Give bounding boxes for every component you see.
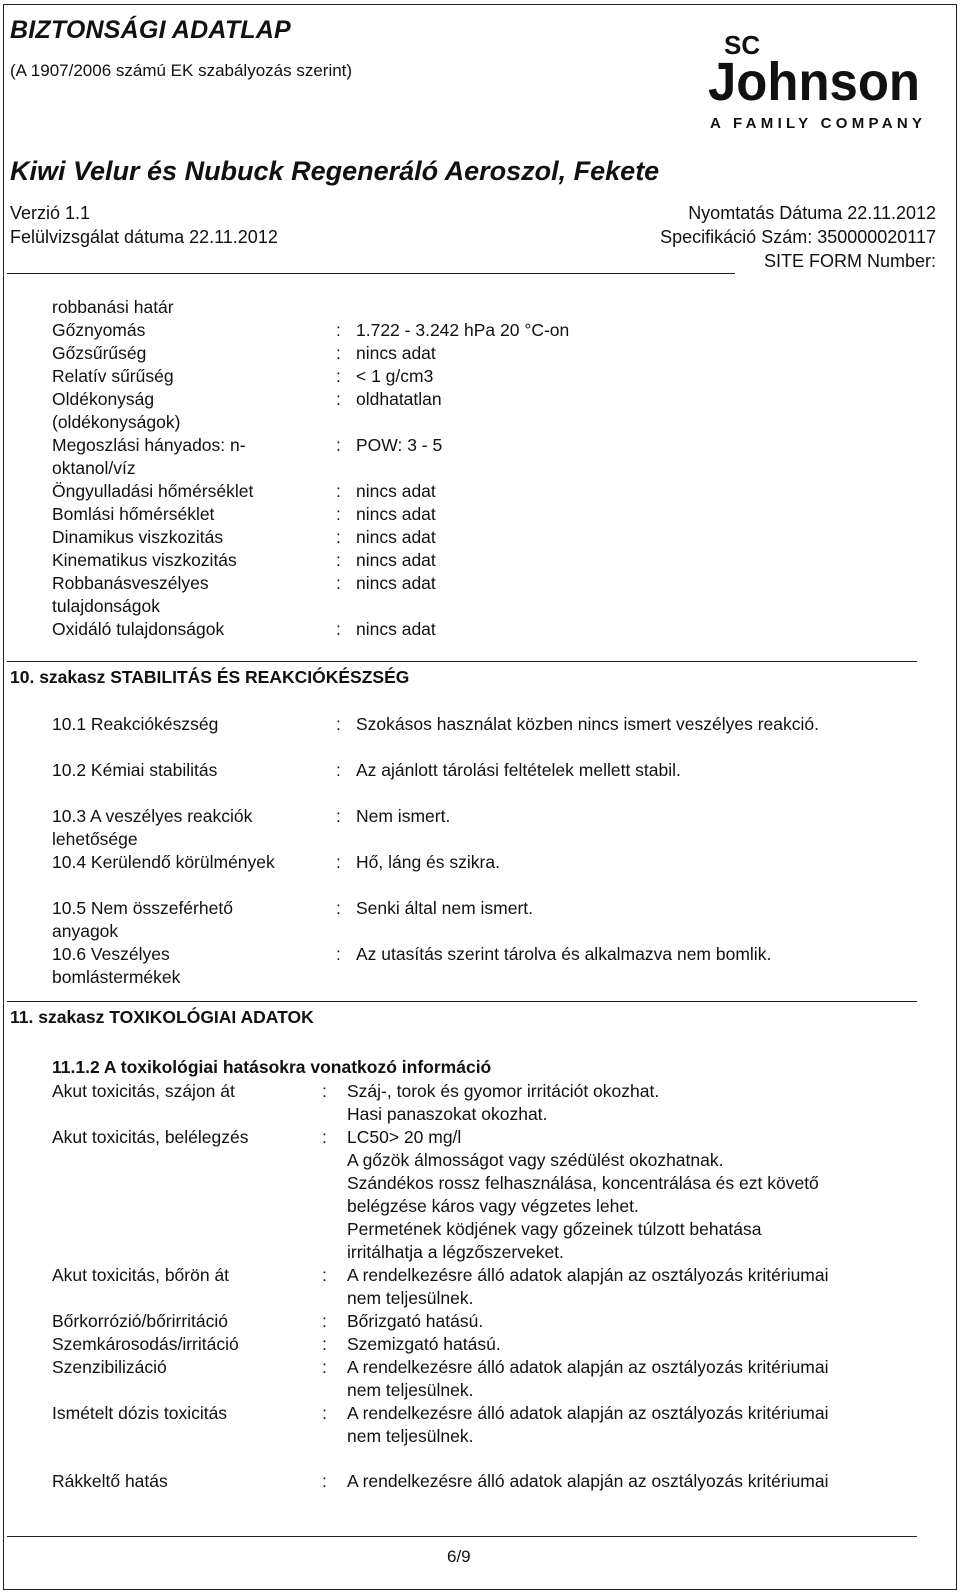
separator-colon: :	[336, 504, 341, 524]
separator-colon: :	[336, 343, 341, 363]
separator-colon: :	[336, 435, 341, 455]
tox-value	[347, 1264, 829, 1310]
separator-colon: :	[322, 1357, 327, 1377]
print-date: Nyomtatás Dátuma 22.11.2012	[688, 203, 936, 223]
property-label: Dinamikus viszkozitás	[52, 527, 224, 547]
tox-value	[347, 1310, 483, 1333]
separator-colon: :	[336, 550, 341, 570]
separator-colon: :	[336, 619, 341, 639]
property-value: nincs adat	[356, 550, 436, 570]
site-form-number: SITE FORM Number:	[763, 251, 936, 271]
tox-value	[347, 1470, 829, 1493]
property-label: Gőzsűrűség	[52, 343, 147, 363]
separator-colon: :	[322, 1265, 327, 1285]
separator-colon: :	[336, 481, 341, 501]
s10-label: 10.4 Kerülendő körülmények	[52, 852, 275, 872]
separator-colon: :	[322, 1403, 327, 1423]
tox-value-line: A gőzök álmosságot vagy szédülést okozhatnak.	[347, 1150, 724, 1170]
svg-text:A FAMILY COMPANY: A FAMILY COMPANY	[710, 115, 922, 132]
tox-value	[347, 1126, 819, 1264]
regulation-note: (A 1907/2006 számú EK szabályozás szerint)	[10, 61, 353, 80]
property-value: POW: 3 - 5	[356, 435, 443, 455]
separator-colon: :	[322, 1311, 327, 1331]
document-page	[3, 4, 957, 1590]
property-label: Kinematikus viszkozitás	[52, 550, 237, 570]
property-value: nincs adat	[356, 619, 436, 639]
section-11-heading: 11. szakasz TOXIKOLÓGIAI ADATOK	[10, 1007, 314, 1027]
property-value: 1.722 - 3.242 hPa 20 °C-on	[356, 320, 570, 340]
tox-value-line: A rendelkezésre álló adatok alapján az osztályozás kritériumai	[347, 1265, 829, 1285]
property-label: Oldékonyság (oldékonyságok)	[52, 389, 181, 432]
separator-colon: :	[322, 1127, 327, 1147]
spec-number: Specifikáció Szám: 350000020117	[660, 227, 936, 247]
separator-colon: :	[336, 366, 341, 386]
separator-colon: :	[336, 527, 341, 547]
tox-value	[347, 1080, 659, 1126]
tox-value	[347, 1356, 829, 1402]
s10-value: Az ajánlott tárolási feltételek mellett stabil.	[356, 760, 681, 780]
property-value: nincs adat	[356, 481, 436, 501]
sc-johnson-logo	[706, 28, 941, 138]
header-divider	[7, 273, 735, 274]
section-10-divider	[7, 661, 917, 662]
tox-value-line: Hasi panaszokat okozhat.	[347, 1104, 548, 1124]
tox-value-line: nem teljesülnek.	[347, 1288, 474, 1308]
separator-colon: :	[336, 806, 341, 826]
tox-value-line: irritálhatja a légzőszerveket.	[347, 1242, 564, 1262]
property-value: < 1 g/cm3	[356, 366, 434, 386]
tox-value-line: A rendelkezésre álló adatok alapján az osztályozás kritériumai	[347, 1357, 829, 1377]
property-label: Bomlási hőmérséklet	[52, 504, 215, 524]
separator-colon: :	[322, 1081, 327, 1101]
s10-value: Szokásos használat közben nincs ismert veszélyes reakció.	[356, 714, 819, 734]
property-value: oldhatatlan	[356, 389, 442, 409]
tox-value-line: LC50> 20 mg/l	[347, 1127, 462, 1147]
section-11-subheading: 11.1.2 A toxikológiai hatásokra vonatkozó információ	[52, 1057, 492, 1077]
sc-johnson-logo-icon	[706, 28, 941, 138]
separator-colon: :	[336, 760, 341, 780]
tox-value-line: nem teljesülnek.	[347, 1380, 474, 1400]
s10-value: Az utasítás szerint tárolva és alkalmazva nem bomlik.	[356, 944, 772, 964]
property-value: nincs adat	[356, 504, 436, 524]
property-value: nincs adat	[356, 527, 436, 547]
tox-label: Akut toxicitás, belélegzés	[52, 1127, 249, 1147]
tox-value	[347, 1333, 501, 1356]
s10-label: 10.2 Kémiai stabilitás	[52, 760, 218, 780]
property-value: nincs adat	[356, 343, 436, 363]
svg-text:SC: SC	[724, 30, 761, 60]
tox-value-line: A rendelkezésre álló adatok alapján az osztályozás kritériumai	[347, 1471, 829, 1491]
footer-divider	[7, 1536, 917, 1537]
property-label: Gőznyomás	[52, 320, 146, 340]
property-label: Megoszlási hányados: n-oktanol/víz	[52, 435, 246, 478]
property-label: Robbanásveszélyes tulajdonságok	[52, 573, 209, 616]
tox-label: Akut toxicitás, bőrön át	[52, 1265, 230, 1285]
tox-value-line: Száj-, torok és gyomor irritációt okozhat.	[347, 1081, 660, 1101]
separator-colon: :	[336, 852, 341, 872]
property-label: robbanási határ	[52, 297, 174, 317]
s10-label: 10.3 A veszélyes reakciók lehetősége	[52, 806, 253, 849]
section-11-divider	[7, 1001, 917, 1002]
s10-value: Senki által nem ismert.	[356, 898, 534, 918]
product-name: Kiwi Velur és Nubuck Regeneráló Aeroszol, Fekete	[10, 156, 660, 186]
tox-value-line: belégzése káros vagy végzetes lehet.	[347, 1196, 639, 1216]
tox-label: Szemkárosodás/irritáció	[52, 1334, 239, 1354]
s10-value: Hő, láng és szikra.	[356, 852, 500, 872]
document-title: BIZTONSÁGI ADATLAP	[10, 16, 291, 44]
page-number: 6/9	[447, 1547, 471, 1566]
property-label: Öngyulladási hőmérséklet	[52, 481, 254, 501]
tox-value-line: nem teljesülnek.	[347, 1426, 474, 1446]
separator-colon: :	[336, 389, 341, 409]
separator-colon: :	[322, 1471, 327, 1491]
separator-colon: :	[336, 573, 341, 593]
property-label: Oxidáló tulajdonságok	[52, 619, 225, 639]
version: Verzió 1.1	[10, 203, 91, 223]
tox-value-line: Szándékos rossz felhasználása, koncentrálása és ezt követő	[347, 1173, 819, 1193]
tox-label: Ismételt dózis toxicitás	[52, 1403, 228, 1423]
separator-colon: :	[336, 320, 341, 340]
revision-date: Felülvizsgálat dátuma 22.11.2012	[10, 227, 278, 247]
tox-label: Szenzibilizáció	[52, 1357, 167, 1377]
tox-value-line: A rendelkezésre álló adatok alapján az osztályozás kritériumai	[347, 1403, 829, 1423]
separator-colon: :	[336, 898, 341, 918]
tox-label: Akut toxicitás, szájon át	[52, 1081, 235, 1101]
tox-value-line: Permetének ködjének vagy gőzeinek túlzott behatása	[347, 1219, 762, 1239]
s10-label: 10.6 Veszélyes bomlástermékek	[52, 944, 181, 987]
tox-label: Bőrkorrózió/bőrirritáció	[52, 1311, 229, 1331]
separator-colon: :	[322, 1334, 327, 1354]
separator-colon: :	[336, 714, 341, 734]
s10-label: 10.5 Nem összeférhető anyagok	[52, 898, 233, 941]
property-value: nincs adat	[356, 573, 436, 593]
s10-value: Nem ismert.	[356, 806, 451, 826]
s10-label: 10.1 Reakciókészség	[52, 714, 219, 734]
tox-label: Rákkeltő hatás	[52, 1471, 168, 1491]
tox-value	[347, 1402, 829, 1448]
tox-value-line: Szemizgató hatású.	[347, 1334, 501, 1354]
separator-colon: :	[336, 944, 341, 964]
section-10-heading: 10. szakasz STABILITÁS ÉS REAKCIÓKÉSZSÉG	[10, 667, 410, 687]
tox-value-line: Bőrizgató hatású.	[347, 1311, 484, 1331]
property-label: Relatív sűrűség	[52, 366, 174, 386]
svg-text:Johnson: Johnson	[708, 52, 920, 112]
